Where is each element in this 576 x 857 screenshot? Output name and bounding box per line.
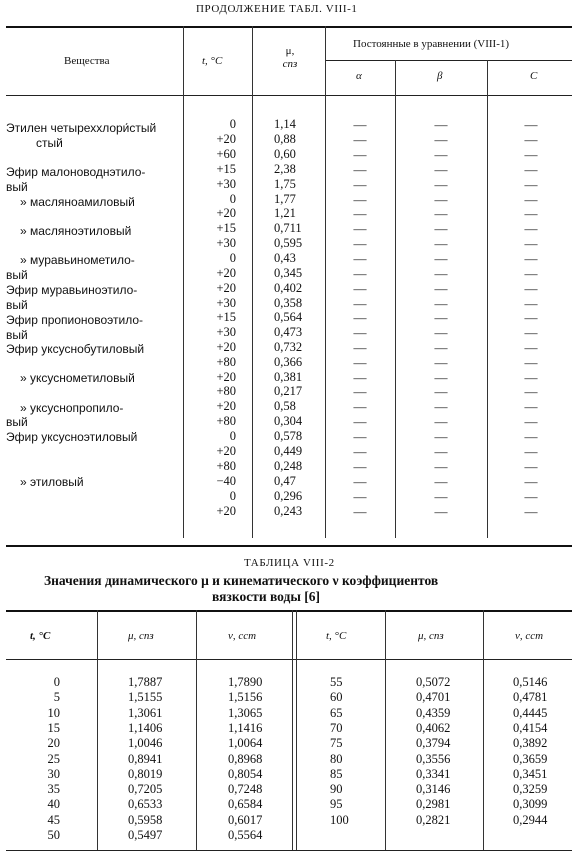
alpha-cell: — bbox=[353, 236, 367, 251]
beta-cell: — bbox=[434, 444, 448, 459]
table2-col-divider-5 bbox=[385, 610, 386, 850]
temperature-cell: +20 bbox=[216, 266, 236, 280]
table2-t-right: 55 bbox=[330, 675, 343, 689]
table2-mu-right: 0,3146 bbox=[416, 782, 451, 796]
table2-mu-right: 0,3794 bbox=[416, 736, 451, 750]
viscosity-cell: 0,217 bbox=[274, 384, 303, 398]
table1-col-divider-2 bbox=[252, 26, 253, 538]
c-cell: — bbox=[524, 340, 538, 355]
c-cell: — bbox=[524, 459, 538, 474]
temperature-cell: +15 bbox=[216, 310, 236, 324]
table2-mu-right: 0,3341 bbox=[416, 767, 451, 781]
table2-header-t-left: t, °C bbox=[30, 630, 51, 642]
beta-cell: — bbox=[434, 281, 448, 296]
viscosity-cell: 0,595 bbox=[274, 236, 303, 250]
viscosity-cell: 0,402 bbox=[274, 281, 303, 295]
table2-col-divider-2 bbox=[196, 610, 197, 850]
table2-mu-right: 0,2821 bbox=[416, 813, 451, 827]
table1-header-alpha: α bbox=[356, 70, 362, 82]
table2-mu-right: 0,4062 bbox=[416, 721, 451, 735]
c-cell: — bbox=[524, 325, 538, 340]
substance-name: » уксуснопропило- bbox=[20, 401, 124, 415]
viscosity-cell: 0,304 bbox=[274, 414, 303, 428]
temperature-cell: 0 bbox=[229, 117, 236, 131]
table2-nu-right: 0,5146 bbox=[513, 675, 548, 689]
viscosity-cell: 0,449 bbox=[274, 444, 303, 458]
c-cell: — bbox=[524, 444, 538, 459]
table2-mu-left: 0,7205 bbox=[128, 782, 163, 796]
viscosity-cell: 0,381 bbox=[274, 370, 303, 384]
table2-bottom-rule bbox=[6, 850, 572, 851]
viscosity-cell: 0,366 bbox=[274, 355, 303, 369]
viscosity-cell: 2,38 bbox=[274, 162, 296, 176]
table2-mu-left: 1,3061 bbox=[128, 706, 163, 720]
alpha-cell: — bbox=[353, 147, 367, 162]
table2-nu-right: 0,3659 bbox=[513, 752, 548, 766]
table2-header-mu-left: μ, спз bbox=[128, 630, 154, 642]
temperature-cell: +30 bbox=[216, 325, 236, 339]
temperature-cell: −40 bbox=[216, 474, 236, 488]
c-cell: — bbox=[524, 355, 538, 370]
substance-name: вый bbox=[6, 328, 28, 342]
c-cell: — bbox=[524, 399, 538, 414]
viscosity-cell: 0,732 bbox=[274, 340, 303, 354]
viscosity-cell: 0,711 bbox=[274, 221, 302, 235]
beta-cell: — bbox=[434, 355, 448, 370]
c-cell: — bbox=[524, 310, 538, 325]
table2-nu-left: 1,3065 bbox=[228, 706, 263, 720]
table2-nu-left: 1,7890 bbox=[228, 675, 263, 689]
table2-t-left: 5 bbox=[53, 690, 60, 704]
alpha-cell: — bbox=[353, 177, 367, 192]
table2-nu-left: 1,0064 bbox=[228, 736, 263, 750]
table2-t-left: 30 bbox=[47, 767, 60, 781]
viscosity-cell: 0,43 bbox=[274, 251, 296, 265]
temperature-cell: +20 bbox=[216, 444, 236, 458]
alpha-cell: — bbox=[353, 206, 367, 221]
table1-col-divider-3 bbox=[325, 26, 326, 538]
table2-t-right: 95 bbox=[330, 797, 343, 811]
beta-cell: — bbox=[434, 310, 448, 325]
temperature-cell: +20 bbox=[216, 281, 236, 295]
c-cell: — bbox=[524, 192, 538, 207]
temperature-cell: +20 bbox=[216, 504, 236, 518]
viscosity-cell: 0,578 bbox=[274, 429, 303, 443]
table1-header-constants: Постоянные в уравнении (VIII-1) bbox=[353, 38, 510, 50]
table2-header-mu-right: μ, спз bbox=[418, 630, 444, 642]
c-cell: — bbox=[524, 132, 538, 147]
c-cell: — bbox=[524, 221, 538, 236]
substance-name: » этиловый bbox=[20, 475, 84, 489]
table2-mu-left: 0,6533 bbox=[128, 797, 163, 811]
alpha-cell: — bbox=[353, 162, 367, 177]
viscosity-cell: 0,345 bbox=[274, 266, 303, 280]
table2-mu-left: 0,8941 bbox=[128, 752, 163, 766]
alpha-cell: — bbox=[353, 221, 367, 236]
c-cell: — bbox=[524, 206, 538, 221]
table2-mu-right: 0,3556 bbox=[416, 752, 451, 766]
table2-t-right: 90 bbox=[330, 782, 343, 796]
alpha-cell: — bbox=[353, 117, 367, 132]
beta-cell: — bbox=[434, 236, 448, 251]
table2-t-left: 15 bbox=[47, 721, 60, 735]
substance-name: Эфир пропионовоэтило- bbox=[6, 313, 144, 327]
table2-nu-right: 0,4154 bbox=[513, 721, 548, 735]
table2-title-line2: вязкости воды [6] bbox=[212, 589, 321, 604]
table1-header-beta: β bbox=[437, 70, 443, 82]
table1-header-mu-symbol: μ, bbox=[285, 45, 295, 57]
table2-col-divider-4 bbox=[296, 610, 297, 850]
table2-header-nu-right: ν, сст bbox=[515, 630, 544, 642]
table2-t-left: 50 bbox=[47, 828, 60, 842]
table2-header-rule bbox=[6, 659, 572, 660]
alpha-cell: — bbox=[353, 370, 367, 385]
table2-nu-left: 0,6017 bbox=[228, 813, 263, 827]
alpha-cell: — bbox=[353, 355, 367, 370]
beta-cell: — bbox=[434, 147, 448, 162]
table2-t-left: 45 bbox=[47, 813, 60, 827]
table2-mu-left: 0,8019 bbox=[128, 767, 163, 781]
c-cell: — bbox=[524, 370, 538, 385]
c-cell: — bbox=[524, 162, 538, 177]
substance-name: Эфир уксусноэтиловый bbox=[6, 430, 138, 444]
c-cell: — bbox=[524, 117, 538, 132]
table1-subheader-rule bbox=[325, 60, 572, 61]
table2-mu-right: 0,4359 bbox=[416, 706, 451, 720]
table1-bottom-rule bbox=[6, 545, 572, 547]
substance-name: стый bbox=[36, 136, 63, 150]
table2-nu-right: 0,4781 bbox=[513, 690, 548, 704]
temperature-cell: +80 bbox=[216, 355, 236, 369]
table1-header-c: C bbox=[530, 70, 538, 82]
table2-nu-left: 0,8054 bbox=[228, 767, 263, 781]
substance-name: » масляноамиловый bbox=[20, 195, 135, 209]
c-cell: — bbox=[524, 266, 538, 281]
table2-mu-right: 0,5072 bbox=[416, 675, 451, 689]
temperature-cell: +15 bbox=[216, 221, 236, 235]
alpha-cell: — bbox=[353, 132, 367, 147]
beta-cell: — bbox=[434, 429, 448, 444]
table1-header-t: t, °C bbox=[202, 55, 223, 67]
temperature-cell: +20 bbox=[216, 206, 236, 220]
table1-col-divider-4 bbox=[395, 60, 396, 538]
beta-cell: — bbox=[434, 399, 448, 414]
substance-name: Этилен четыреххлори́стый bbox=[6, 121, 157, 135]
beta-cell: — bbox=[434, 266, 448, 281]
substance-name: вый bbox=[6, 415, 28, 429]
c-cell: — bbox=[524, 429, 538, 444]
table2-t-right: 100 bbox=[330, 813, 349, 827]
alpha-cell: — bbox=[353, 296, 367, 311]
table2-caption: ТАБЛИЦА VIII-2 bbox=[244, 557, 335, 569]
alpha-cell: — bbox=[353, 459, 367, 474]
temperature-cell: +20 bbox=[216, 340, 236, 354]
table2-t-right: 75 bbox=[330, 736, 343, 750]
c-cell: — bbox=[524, 384, 538, 399]
beta-cell: — bbox=[434, 340, 448, 355]
temperature-cell: +20 bbox=[216, 399, 236, 413]
table2-nu-right: 0,2944 bbox=[513, 813, 548, 827]
table2-col-divider-6 bbox=[483, 610, 484, 850]
table2-mu-left: 0,5497 bbox=[128, 828, 163, 842]
beta-cell: — bbox=[434, 504, 448, 519]
viscosity-cell: 0,47 bbox=[274, 474, 296, 488]
substance-name: » муравьинометило- bbox=[20, 253, 135, 267]
beta-cell: — bbox=[434, 192, 448, 207]
substance-name: Эфир малоноводнэтило- bbox=[6, 165, 146, 179]
viscosity-cell: 0,243 bbox=[274, 504, 303, 518]
table2-nu-right: 0,3892 bbox=[513, 736, 548, 750]
table1-top-rule bbox=[6, 26, 572, 28]
alpha-cell: — bbox=[353, 399, 367, 414]
temperature-cell: 0 bbox=[229, 489, 236, 503]
table2-nu-left: 0,6584 bbox=[228, 797, 263, 811]
substance-name: Эфир муравьиноэтило- bbox=[6, 283, 138, 297]
viscosity-cell: 0,473 bbox=[274, 325, 303, 339]
beta-cell: — bbox=[434, 206, 448, 221]
substance-name: вый bbox=[6, 298, 28, 312]
alpha-cell: — bbox=[353, 429, 367, 444]
table2-nu-left: 1,1416 bbox=[228, 721, 263, 735]
beta-cell: — bbox=[434, 251, 448, 266]
table2-mu-left: 1,1406 bbox=[128, 721, 163, 735]
table2-t-right: 65 bbox=[330, 706, 343, 720]
table2-nu-left: 0,5564 bbox=[228, 828, 263, 842]
table2-nu-right: 0,4445 bbox=[513, 706, 548, 720]
substance-name: » уксуснометиловый bbox=[20, 371, 135, 385]
alpha-cell: — bbox=[353, 251, 367, 266]
table2-t-right: 85 bbox=[330, 767, 343, 781]
table2-mu-right: 0,2981 bbox=[416, 797, 451, 811]
substance-name: вый bbox=[6, 180, 28, 194]
temperature-cell: +20 bbox=[216, 370, 236, 384]
temperature-cell: +30 bbox=[216, 177, 236, 191]
alpha-cell: — bbox=[353, 414, 367, 429]
table2-t-left: 10 bbox=[47, 706, 60, 720]
alpha-cell: — bbox=[353, 310, 367, 325]
table2-col-divider-3 bbox=[292, 610, 293, 850]
c-cell: — bbox=[524, 177, 538, 192]
viscosity-cell: 1,21 bbox=[274, 206, 296, 220]
temperature-cell: +30 bbox=[216, 236, 236, 250]
beta-cell: — bbox=[434, 117, 448, 132]
temperature-cell: +60 bbox=[216, 147, 236, 161]
beta-cell: — bbox=[434, 489, 448, 504]
viscosity-cell: 1,75 bbox=[274, 177, 296, 191]
c-cell: — bbox=[524, 296, 538, 311]
viscosity-cell: 0,296 bbox=[274, 489, 303, 503]
table2-nu-left: 0,7248 bbox=[228, 782, 263, 796]
table2-col-divider-1 bbox=[97, 610, 98, 850]
table2-mu-left: 1,7887 bbox=[128, 675, 163, 689]
table2-t-left: 20 bbox=[47, 736, 60, 750]
table2-t-right: 70 bbox=[330, 721, 343, 735]
beta-cell: — bbox=[434, 414, 448, 429]
table1-header-substances: Вещества bbox=[64, 55, 110, 67]
beta-cell: — bbox=[434, 132, 448, 147]
temperature-cell: +20 bbox=[216, 132, 236, 146]
alpha-cell: — bbox=[353, 444, 367, 459]
table1-header-mu-unit: спз bbox=[282, 58, 298, 70]
viscosity-cell: 1,77 bbox=[274, 192, 296, 206]
alpha-cell: — bbox=[353, 325, 367, 340]
c-cell: — bbox=[524, 281, 538, 296]
temperature-cell: +80 bbox=[216, 459, 236, 473]
temperature-cell: +80 bbox=[216, 414, 236, 428]
c-cell: — bbox=[524, 504, 538, 519]
table2-t-left: 25 bbox=[47, 752, 60, 766]
table1-col-divider-1 bbox=[183, 26, 184, 538]
table2-nu-right: 0,3451 bbox=[513, 767, 548, 781]
beta-cell: — bbox=[434, 370, 448, 385]
c-cell: — bbox=[524, 414, 538, 429]
table2-mu-left: 1,0046 bbox=[128, 736, 163, 750]
temperature-cell: +15 bbox=[216, 162, 236, 176]
beta-cell: — bbox=[434, 177, 448, 192]
alpha-cell: — bbox=[353, 474, 367, 489]
table2-header-nu-left: ν, сст bbox=[228, 630, 257, 642]
c-cell: — bbox=[524, 251, 538, 266]
table2-mu-left: 1,5155 bbox=[128, 690, 163, 704]
beta-cell: — bbox=[434, 384, 448, 399]
alpha-cell: — bbox=[353, 266, 367, 281]
temperature-cell: +30 bbox=[216, 296, 236, 310]
c-cell: — bbox=[524, 474, 538, 489]
viscosity-cell: 0,358 bbox=[274, 296, 303, 310]
substance-name: вый bbox=[6, 268, 28, 282]
c-cell: — bbox=[524, 489, 538, 504]
table2-title-line1: Значения динамического μ и кинематического ν коэффициентов bbox=[44, 573, 439, 588]
table2-nu-left: 1,5156 bbox=[228, 690, 263, 704]
alpha-cell: — bbox=[353, 192, 367, 207]
viscosity-cell: 0,60 bbox=[274, 147, 296, 161]
viscosity-cell: 1,14 bbox=[274, 117, 296, 131]
temperature-cell: 0 bbox=[229, 251, 236, 265]
viscosity-cell: 0,248 bbox=[274, 459, 303, 473]
c-cell: — bbox=[524, 236, 538, 251]
viscosity-cell: 0,564 bbox=[274, 310, 303, 324]
beta-cell: — bbox=[434, 162, 448, 177]
alpha-cell: — bbox=[353, 489, 367, 504]
table2-top-rule bbox=[6, 610, 572, 612]
table2-t-left: 0 bbox=[53, 675, 60, 689]
table2-nu-right: 0,3259 bbox=[513, 782, 548, 796]
beta-cell: — bbox=[434, 221, 448, 236]
alpha-cell: — bbox=[353, 504, 367, 519]
table2-t-left: 35 bbox=[47, 782, 60, 796]
table2-mu-right: 0,4701 bbox=[416, 690, 451, 704]
beta-cell: — bbox=[434, 459, 448, 474]
temperature-cell: +80 bbox=[216, 384, 236, 398]
table2-mu-left: 0,5958 bbox=[128, 813, 163, 827]
viscosity-cell: 0,88 bbox=[274, 132, 296, 146]
beta-cell: — bbox=[434, 296, 448, 311]
substance-name: » масляноэтиловый bbox=[20, 224, 132, 238]
alpha-cell: — bbox=[353, 281, 367, 296]
table2-header-t-right: t, °C bbox=[326, 630, 347, 642]
viscosity-cell: 0,58 bbox=[274, 399, 296, 413]
alpha-cell: — bbox=[353, 384, 367, 399]
temperature-cell: 0 bbox=[229, 429, 236, 443]
beta-cell: — bbox=[434, 474, 448, 489]
alpha-cell: — bbox=[353, 340, 367, 355]
table2-t-right: 80 bbox=[330, 752, 343, 766]
table1-caption: ПРОДОЛЖЕНИЕ ТАБЛ. VIII-1 bbox=[196, 3, 358, 15]
table2-nu-left: 0,8968 bbox=[228, 752, 263, 766]
table2-t-right: 60 bbox=[330, 690, 343, 704]
c-cell: — bbox=[524, 147, 538, 162]
beta-cell: — bbox=[434, 325, 448, 340]
temperature-cell: 0 bbox=[229, 192, 236, 206]
table2-nu-right: 0,3099 bbox=[513, 797, 548, 811]
table2-t-left: 40 bbox=[47, 797, 60, 811]
table1-col-divider-5 bbox=[487, 60, 488, 538]
substance-name: Эфир уксуснобутиловый bbox=[6, 342, 145, 356]
